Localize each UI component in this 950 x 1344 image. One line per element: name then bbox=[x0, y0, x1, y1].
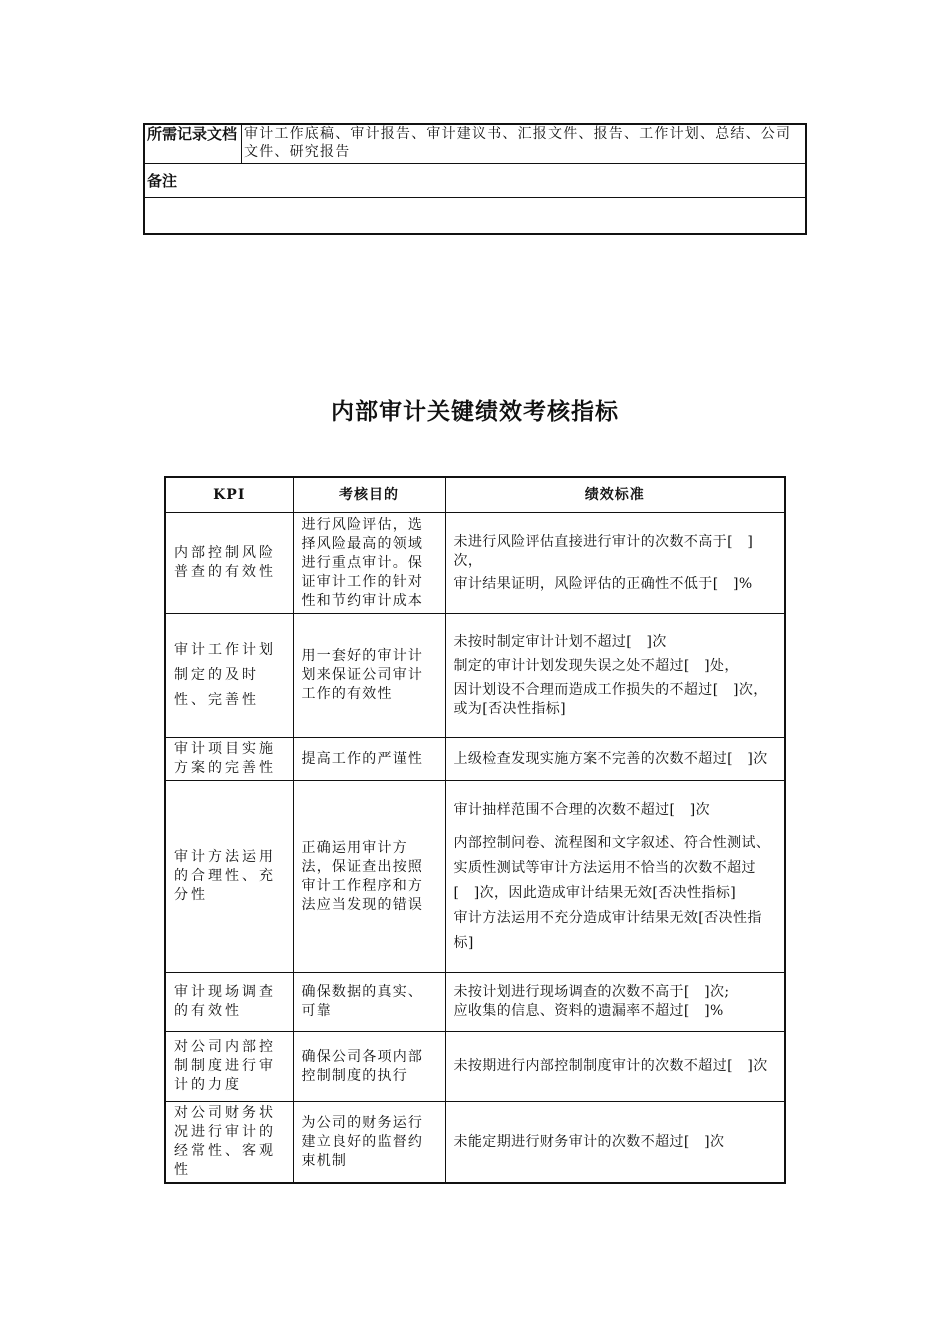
remarks-value bbox=[144, 198, 806, 235]
standard-line: 审计方法运用不充分造成审计结果无效[否决性指标] bbox=[453, 909, 762, 951]
standard-line: 未按计划进行现场调查的次数不高于[ ]次; bbox=[453, 984, 730, 1000]
remarks-label: 备注 bbox=[144, 164, 806, 198]
purpose-cell: 确保数据的真实、可靠 bbox=[293, 973, 445, 1032]
table-row bbox=[165, 738, 785, 781]
purpose-cell: 确保公司各项内部控制制度的执行 bbox=[293, 1032, 445, 1102]
standard-line: 审计抽样范围不合理的次数不超过[ ]次 bbox=[453, 801, 711, 818]
standard-cell bbox=[445, 614, 785, 738]
standard-line: 未按时制定审计计划不超过[ ]次 bbox=[453, 633, 667, 650]
table-row bbox=[165, 614, 785, 738]
kpi-table bbox=[164, 476, 786, 1184]
kpi-cell: 内部控制风险普查的有效性 bbox=[165, 513, 293, 614]
standard-line: 应收集的信息、资料的遗漏率不超过[ ]% bbox=[453, 1003, 724, 1019]
standard-cell bbox=[445, 1032, 785, 1102]
standard-cell bbox=[445, 781, 785, 973]
kpi-cell: 审计方法运用的合理性、充分性 bbox=[165, 781, 293, 973]
standard-line: 内部控制问卷、流程图和文字叙述、符合性测试、实质性测试等审计方法运用不恰当的次数不超过[ ]次，因此造成审计结果无效[否决性指标] bbox=[453, 834, 771, 901]
standard-line: 制定的审计计划发现失误之处不超过[ ]处， bbox=[453, 657, 739, 674]
header-kpi: KPI bbox=[165, 477, 293, 513]
kpi-cell: 对公司内部控制制度进行审计的力度 bbox=[165, 1032, 293, 1102]
table-row bbox=[165, 973, 785, 1032]
page-title: 内部审计关键绩效考核指标 bbox=[331, 399, 619, 425]
standard-line: 审计结果证明，风险评估的正确性不低于[ ]% bbox=[453, 575, 753, 592]
standard-line: 上级检查发现实施方案不完善的次数不超过[ ]次 bbox=[453, 750, 768, 767]
table-row bbox=[165, 513, 785, 614]
purpose-cell: 为公司的财务运行建立良好的监督约束机制 bbox=[293, 1102, 445, 1184]
record-table bbox=[143, 123, 807, 235]
standard-line: 未按期进行内部控制制度审计的次数不超过[ ]次 bbox=[453, 1058, 768, 1074]
purpose-cell: 正确运用审计方法，保证查出按照审计工作程序和方法应当发现的错误 bbox=[293, 781, 445, 973]
standard-cell bbox=[445, 513, 785, 614]
kpi-cell: 审计工作计划制定的及时性、完善性 bbox=[165, 614, 293, 738]
header-standard: 绩效标准 bbox=[445, 477, 785, 513]
kpi-cell: 对公司财务状况进行审计的经常性、客观性 bbox=[165, 1102, 293, 1184]
table-row bbox=[165, 781, 785, 973]
standard-cell bbox=[445, 1102, 785, 1184]
purpose-cell: 用一套好的审计计划来保证公司审计工作的有效性 bbox=[293, 614, 445, 738]
table-row bbox=[165, 1032, 785, 1102]
standard-cell bbox=[445, 738, 785, 781]
required-records-value: 审计工作底稿、审计报告、审计建议书、汇报文件、报告、工作计划、总结、公司文件、研究报告 bbox=[242, 124, 807, 164]
purpose-cell: 进行风险评估，选择风险最高的领域进行重点审计。保证审计工作的针对性和节约审计成本 bbox=[293, 513, 445, 614]
standard-cell bbox=[445, 973, 785, 1032]
table-row bbox=[165, 1102, 785, 1184]
kpi-cell: 审计项目实施方案的完善性 bbox=[165, 738, 293, 781]
required-records-label: 所需记录文档 bbox=[144, 124, 242, 164]
header-purpose: 考核目的 bbox=[293, 477, 445, 513]
standard-line: 未进行风险评估直接进行审计的次数不高于[ ]次， bbox=[453, 533, 754, 569]
standard-line: 未能定期进行财务审计的次数不超过[ ]次 bbox=[453, 1133, 725, 1150]
standard-line: 因计划设不合理而造成工作损失的不超过[ ]次，或为[否决性指标] bbox=[453, 681, 768, 717]
purpose-cell: 提高工作的严谨性 bbox=[293, 738, 445, 781]
kpi-cell: 审计现场调查的有效性 bbox=[165, 973, 293, 1032]
kpi-header-row bbox=[165, 477, 785, 513]
